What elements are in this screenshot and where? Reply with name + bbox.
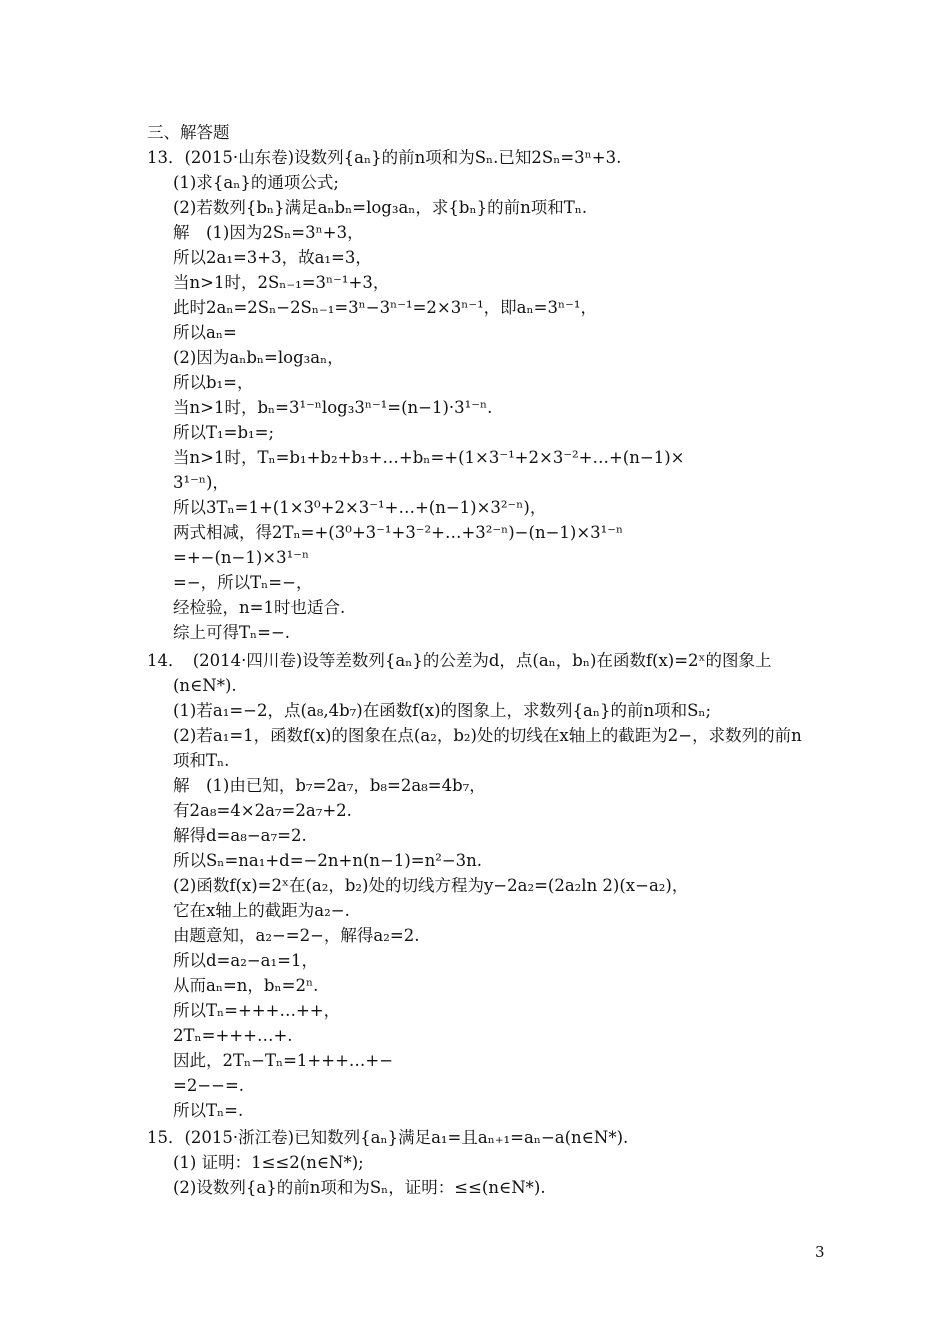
text-line: 解得d=a₈−a₇=2. (173, 826, 307, 845)
text-line: 当n>1时，bₙ=3¹⁻ⁿlog₃3ⁿ⁻¹=(n−1)·3¹⁻ⁿ. (173, 398, 493, 417)
text-line: (2)设数列{a}的前n项和为Sₙ，证明：≤≤(n∈N*). (173, 1178, 546, 1197)
text-line: 从而aₙ=n，bₙ=2ⁿ. (173, 976, 319, 995)
text-line: (n∈N*). (173, 676, 237, 695)
text-line: (2)因为aₙbₙ=log₃aₙ， (173, 348, 344, 367)
text-line: 所以3Tₙ=1+(1×3⁰+2×3⁻¹+…+(n−1)×3²⁻ⁿ)， (173, 498, 547, 517)
text-line: 它在x轴上的截距为a₂−. (173, 901, 350, 920)
problem-13-statement: 13．(2015·山东卷)设数列{aₙ}的前n项和为Sₙ.已知2Sₙ=3ⁿ+3. (147, 148, 622, 167)
text-line: 项和Tₙ. (173, 751, 230, 770)
text-line: 所以aₙ= (173, 323, 237, 342)
text-line: 3¹⁻ⁿ)， (173, 473, 229, 492)
text-line: 因此，2Tₙ−Tₙ=1+++…+− (173, 1051, 394, 1070)
text-line: 当n>1时，2Sₙ₋₁=3ⁿ⁻¹+3， (173, 273, 390, 292)
text-line: 综上可得Tₙ=−. (173, 623, 291, 642)
text-line: 2Tₙ=+++…+. (173, 1026, 293, 1045)
text-line: 由题意知，a₂−=2−，解得a₂=2. (173, 926, 420, 945)
solution-line: 解 (1)由已知，b₇=2a₇，b₈=2a₈=4b₇， (173, 776, 486, 795)
problem-15-statement: 15．(2015·浙江卷)已知数列{aₙ}满足a₁=且aₙ₊₁=aₙ−a(n∈N*). (147, 1128, 629, 1147)
text-line: 所以2a₁=3+3，故a₁=3， (173, 248, 372, 267)
text-line: 所以d=a₂−a₁=1， (173, 951, 318, 970)
text-line: (2)若a₁=1，函数f(x)的图象在点(a₂，b₂)处的切线在x轴上的截距为2−，求数列的前n (173, 726, 802, 745)
text-line: 所以b₁=， (173, 373, 254, 392)
text-line: 所以Tₙ=. (173, 1101, 244, 1120)
solution-line: 解 (1)因为2Sₙ=3ⁿ+3， (173, 223, 364, 242)
text-line: 此时2aₙ=2Sₙ−2Sₙ₋₁=3ⁿ−3ⁿ⁻¹=2×3ⁿ⁻¹，即aₙ=3ⁿ⁻¹， (173, 298, 597, 317)
text-line: =+−(n−1)×3¹⁻ⁿ (173, 548, 310, 567)
text-line: (2)若数列{bₙ}满足aₙbₙ=log₃aₙ，求{bₙ}的前n项和Tₙ. (173, 198, 588, 217)
text-line: (1)求{aₙ}的通项公式; (173, 173, 339, 192)
text-line: (1) 证明：1≤≤2(n∈N*); (173, 1153, 364, 1172)
section-heading: 三、解答题 (147, 123, 230, 142)
text-line: =2−−=. (173, 1076, 245, 1095)
text-line: 所以Tₙ=+++…++， (173, 1001, 341, 1020)
text-line: 所以T₁=b₁=; (173, 423, 275, 442)
page-number: 3 (815, 1243, 825, 1261)
text-line: 有2a₈=4×2a₇=2a₇+2. (173, 801, 352, 820)
problem-14-statement: 14． (2014·四川卷)设等差数列{aₙ}的公差为d，点(aₙ，bₙ)在函数f(x)=2ˣ的图象上 (147, 651, 772, 670)
text-line: =−，所以Tₙ=−， (173, 573, 313, 592)
text-line: 所以Sₙ=na₁+d=−2n+n(n−1)=n²−3n. (173, 851, 483, 870)
text-line: 当n>1时，Tₙ=b₁+b₂+b₃+…+bₙ=+(1×3⁻¹+2×3⁻²+…+(n−1)× (173, 448, 685, 467)
text-line: 经检验，n=1时也适合. (173, 598, 346, 617)
text-line: 两式相减，得2Tₙ=+(3⁰+3⁻¹+3⁻²+…+3²⁻ⁿ)−(n−1)×3¹⁻ⁿ (173, 523, 624, 542)
text-line: (1)若a₁=−2，点(a₈,4b₇)在函数f(x)的图象上，求数列{aₙ}的前n项和Sₙ; (173, 701, 712, 720)
text-line: (2)函数f(x)=2ˣ在(a₂，b₂)处的切线方程为y−2a₂=(2a₂ln 2)(x−a₂)， (173, 876, 689, 895)
